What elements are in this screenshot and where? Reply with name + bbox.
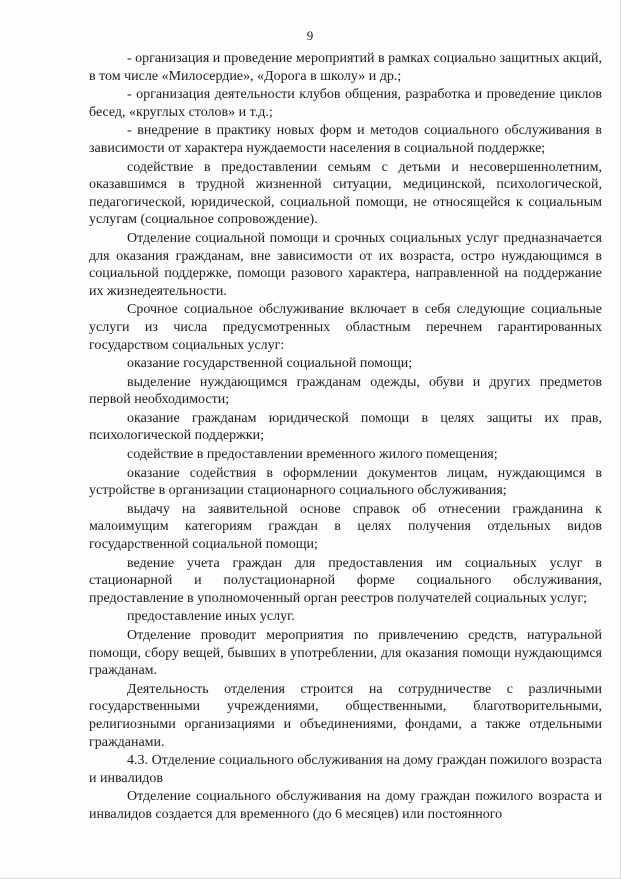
list-item-1: оказание государственной социальной помощи; [127,356,413,372]
list-item-8: предоставление иных услуг. [127,609,295,625]
list-item-4: содействие в предоставлении временного жилого помещения; [127,447,498,463]
paragraph-4: содействие в предоставлении семьям с детьми и несовершеннолетним, оказавшимся в трудной жизненной ситуации, медицинской, психологической, педагогической, юридической, социальной помощи, не относящейся к социальным услугам (социальное сопровождение). [89,159,602,228]
list-item-3: оказание гражданам юридической помощи в целях защиты их прав, психологической поддержки; [89,410,602,444]
paragraph-1: - организация и проведение мероприятий в рамках социально защитных акций, в том числе «Милосердие», «Дорога в школу» и др.; [89,51,602,84]
section-heading-4-3: 4.3. Отделение социального обслуживания на дому граждан пожилого возраста и инвалидов [89,753,602,786]
list-item-2: выделение нуждающимся гражданам одежды, обуви и других предметов первой необходимости; [89,374,602,408]
page-number: 9 [306,28,314,43]
list-item-6: выдачу на заявительной основе справок об отнесении гражданина к малоимущим категориям граждан в целях получения отдельных видов государственной социальной помощи; [89,501,602,553]
paragraph-2: - организация деятельности клубов общения, разработка и проведение циклов бесед, «круглых столов» и т.д.; [89,87,602,120]
paragraph-8: Деятельность отделения строится на сотрудничестве с различными государственными учреждениями, общественными, благотворительными, религиозными организациями и объединениями, фондами, а также отдельными гражданами. [89,681,602,750]
list-item-5: оказание содействия в оформлении документов лицам, нуждающимся в устройстве в организации стационарного социального обслуживания; [89,465,602,499]
paragraph-9: Отделение социального обслуживания на дому граждан пожилого возраста и инвалидов создается для временного (до 6 месяцев) или постоянного [89,789,602,822]
document-body [89,50,602,824]
paragraph-6: Срочное социальное обслуживание включает в себя следующие социальные услуги из числа предусмотренных областным перечнем гарантированных государством социальных услуг: [89,302,602,353]
paragraph-7: Отделение проводит мероприятия по привлечению средств, натуральной помощи, сбору вещей, бывших в употреблении, для оказания помощи нуждающимся гражданам. [89,628,602,679]
paragraph-5: Отделение социальной помощи и срочных социальных услуг предназначается для оказания гражданам, вне зависимости от их возраста, остро нуждающимся в социальной поддержке, помощи разового характера, направленной на поддержание их жизнедеятельности. [89,230,602,299]
paragraph-3: - внедрение в практику новых форм и методов социального обслуживания в зависимости от характера нуждаемости населения в социальной поддержке; [89,123,602,156]
list-item-7: ведение учета граждан для предоставления им социальных услуг в стационарной и полустационарной форме социального обслуживания, предоставление в уполномоченный орган реестров получателей социальных услуг; [89,555,602,606]
